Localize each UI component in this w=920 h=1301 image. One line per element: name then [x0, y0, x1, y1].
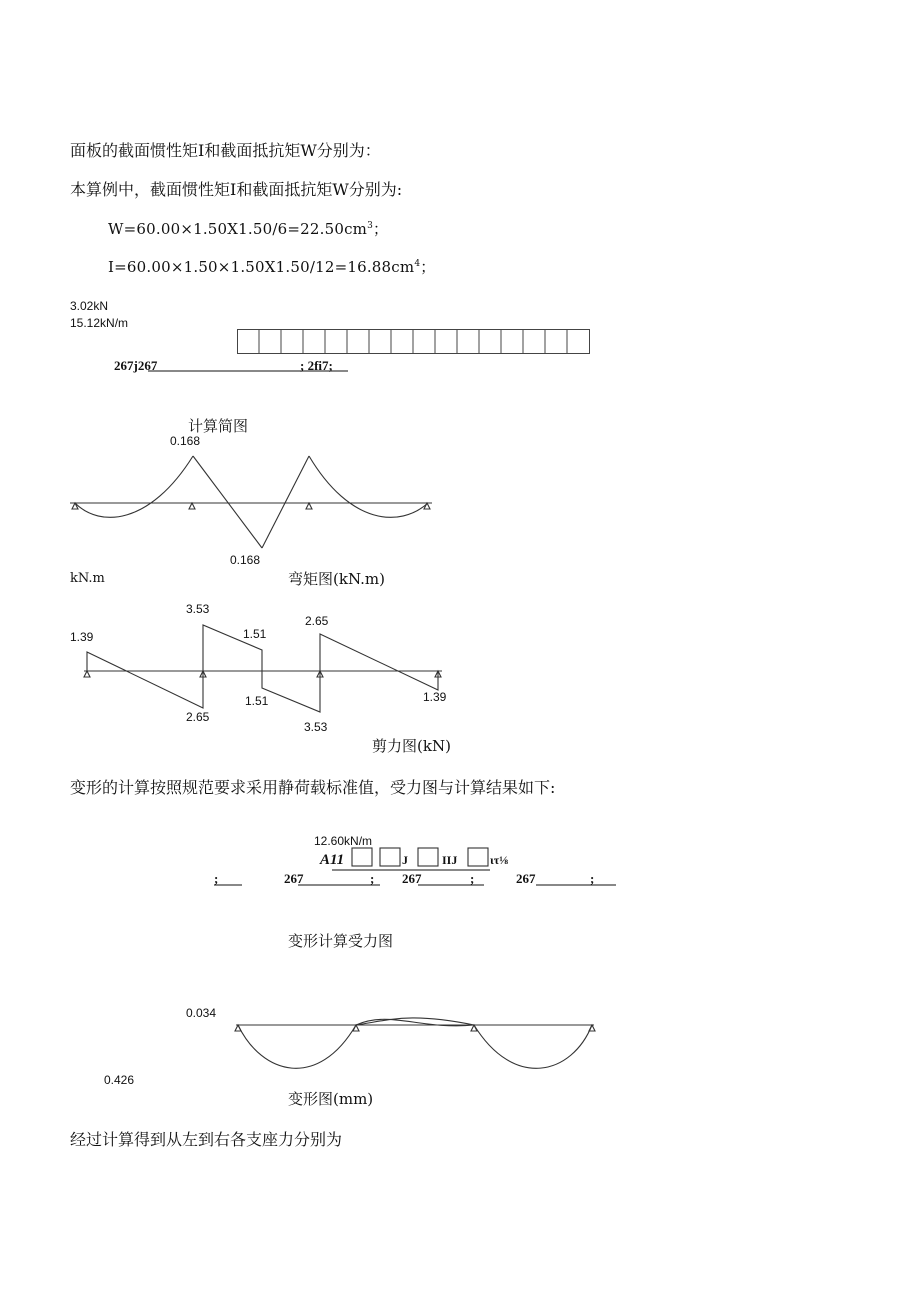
caption-sketch: 计算简图 — [188, 417, 249, 435]
deform-load-label: 12.60kN/m — [314, 834, 373, 848]
shear-b-top-label: 2.65 — [305, 614, 329, 628]
deform-garbled-1: A11 — [320, 852, 345, 868]
deform-span-4: ; — [470, 871, 475, 886]
shear-bottom3-label: 3.53 — [304, 720, 328, 734]
load-point-label: 3.02kN — [70, 299, 109, 313]
load-dist-label: 15.12kN/m — [70, 316, 129, 330]
shear-bottom1-label: 2.65 — [186, 710, 210, 724]
shear-bottom2-label: 1.51 — [245, 694, 269, 708]
deform-span-1: 267 — [284, 871, 304, 886]
paragraph-section-props: 面板的截面惯性矩I和截面抵抗矩W分别为： — [70, 141, 381, 160]
paragraph-example: 本算例中，截面惯性矩I和截面抵抗矩W分别为: — [70, 180, 403, 199]
span-labels-1: 267j267 — [114, 358, 158, 373]
shear-right-label: 1.39 — [423, 690, 447, 704]
moment-peak-label: 0.168 — [170, 434, 201, 448]
shear-a-mid-label: 1.51 — [243, 627, 267, 641]
span-labels-2: ; 2fi7; — [300, 358, 333, 373]
caption-deform-load: 变形计算受力图 — [288, 932, 394, 950]
moment-trough-label: 0.168 — [230, 553, 261, 567]
paragraph-support-forces: 经过计算得到从左到右各支座力分别为 — [70, 1130, 343, 1149]
deform-garbled-3: IIJ — [442, 853, 458, 867]
paragraph-deformation: 变形的计算按照规范要求采用静荷载标准值，受力图与计算结果如下: — [70, 778, 556, 797]
formula-w: $W=60.00\times 1.50X1.50/6=22.50cm^3$； — [108, 220, 389, 238]
deform-span-6: ; — [590, 871, 595, 886]
deform-span-0: ; — [214, 871, 219, 886]
deflection-bottom-label: 0.426 — [104, 1073, 135, 1087]
deform-span-3: 267 — [402, 871, 422, 886]
caption-moment: 弯矩图(kN.m) — [288, 570, 385, 588]
caption-deflection: 变形图(mm) — [288, 1090, 374, 1108]
shear-left-label: 1.39 — [70, 630, 94, 644]
deflection-top-label: 0.034 — [186, 1006, 217, 1020]
deform-garbled-4: ιτ⅛ — [490, 853, 509, 867]
caption-shear: 剪力图(kN) — [372, 737, 451, 755]
deform-span-2: ; — [370, 871, 375, 886]
deform-span-5: 267 — [516, 871, 536, 886]
formula-i: $I=60.00\times 1.50\times 1.50X1.50/12=16.88cm^4$； — [108, 258, 436, 276]
moment-unit: kN.m — [70, 571, 105, 586]
shear-a-top-label: 3.53 — [186, 602, 210, 616]
deform-garbled-2: J — [402, 853, 408, 867]
